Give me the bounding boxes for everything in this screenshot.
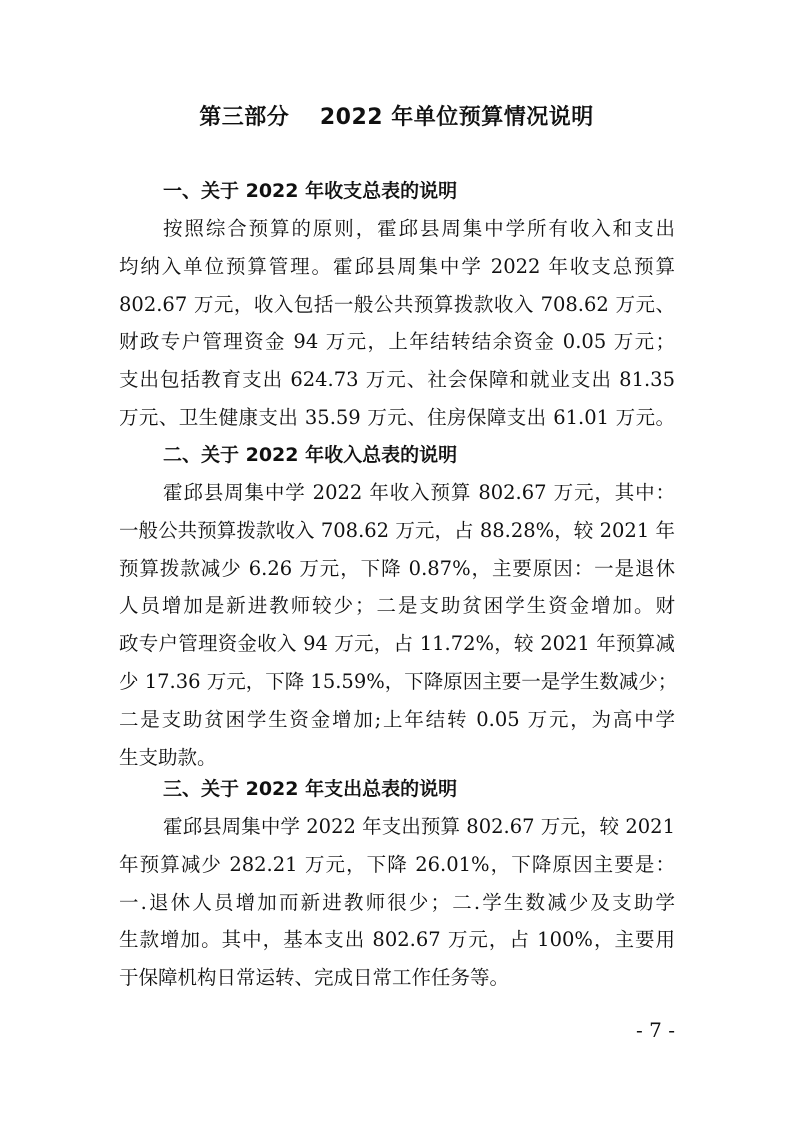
paragraph-line: 802.67 万元，收入包括一般公共预算拨款收入 708.62 万元、: [119, 292, 675, 316]
paragraph-line: 生支助款。: [119, 745, 217, 769]
paragraph-line: 按照综合预算的原则，霍邱县周集中学所有收入和支出: [163, 217, 675, 240]
paragraph-line: 于保障机构日常运转、完成日常工作任务等。: [119, 966, 510, 990]
section-heading: 三、关于 2022 年支出总表的说明: [163, 778, 458, 800]
section-expense-summary: [119, 771, 675, 997]
section-income-expense-summary: [119, 173, 675, 437]
paragraph-line: 政专户管理资金收入 94 万元，占 11.72%，较 2021 年预算减: [119, 632, 675, 656]
paragraph-line: 一.退休人员增加而新进教师很少；二.学生数减少及支助学: [119, 890, 675, 914]
section-heading: 一、关于 2022 年收支总表的说明: [163, 180, 458, 202]
paragraph-line: 财政专户管理资金 94 万元，上年结转结余资金 0.05 万元；: [119, 330, 675, 354]
section-income-summary: [119, 437, 678, 776]
paragraph-line: 霍邱县周集中学 2022 年支出预算 802.67 万元，较 2021: [163, 815, 675, 838]
paragraph-line: 一般公共预算拨款收入 708.62 万元，占 88.28%，较 2021 年: [119, 518, 675, 542]
paragraph-line: 霍邱县周集中学 2022 年收入预算 802.67 万元，其中：: [163, 481, 675, 504]
paragraph-line: 二是支助贫困学生资金增加;上年结转 0.05 万元，为高中学: [119, 707, 675, 731]
paragraph-line: 支出包括教育支出 624.73 万元、社会保障和就业支出 81.35: [119, 368, 675, 392]
paragraph-line: 预算拨款减少 6.26 万元，下降 0.87%，主要原因：一是退休: [119, 556, 675, 580]
paragraph-line: 生款增加。其中，基本支出 802.67 万元，占 100%，主要用: [119, 928, 675, 952]
paragraph-line: 均纳入单位预算管理。霍邱县周集中学 2022 年收支总预算: [119, 254, 675, 278]
page-number: - 7 -: [636, 1018, 675, 1042]
paragraph-line: 少 17.36 万元，下降 15.59%，下降原因主要一是学生数减少；: [119, 669, 678, 693]
paragraph-line: 年预算减少 282.21 万元，下降 26.01%，下降原因主要是：: [119, 852, 675, 876]
section-heading: 二、关于 2022 年收入总表的说明: [163, 444, 458, 466]
paragraph-line: 万元、卫生健康支出 35.59 万元、住房保障支出 61.01 万元。: [119, 405, 675, 429]
page-title: 第三部分 2022 年单位预算情况说明: [199, 105, 594, 130]
paragraph-line: 人员增加是新进教师较少；二是支助贫困学生资金增加。财: [119, 594, 675, 618]
